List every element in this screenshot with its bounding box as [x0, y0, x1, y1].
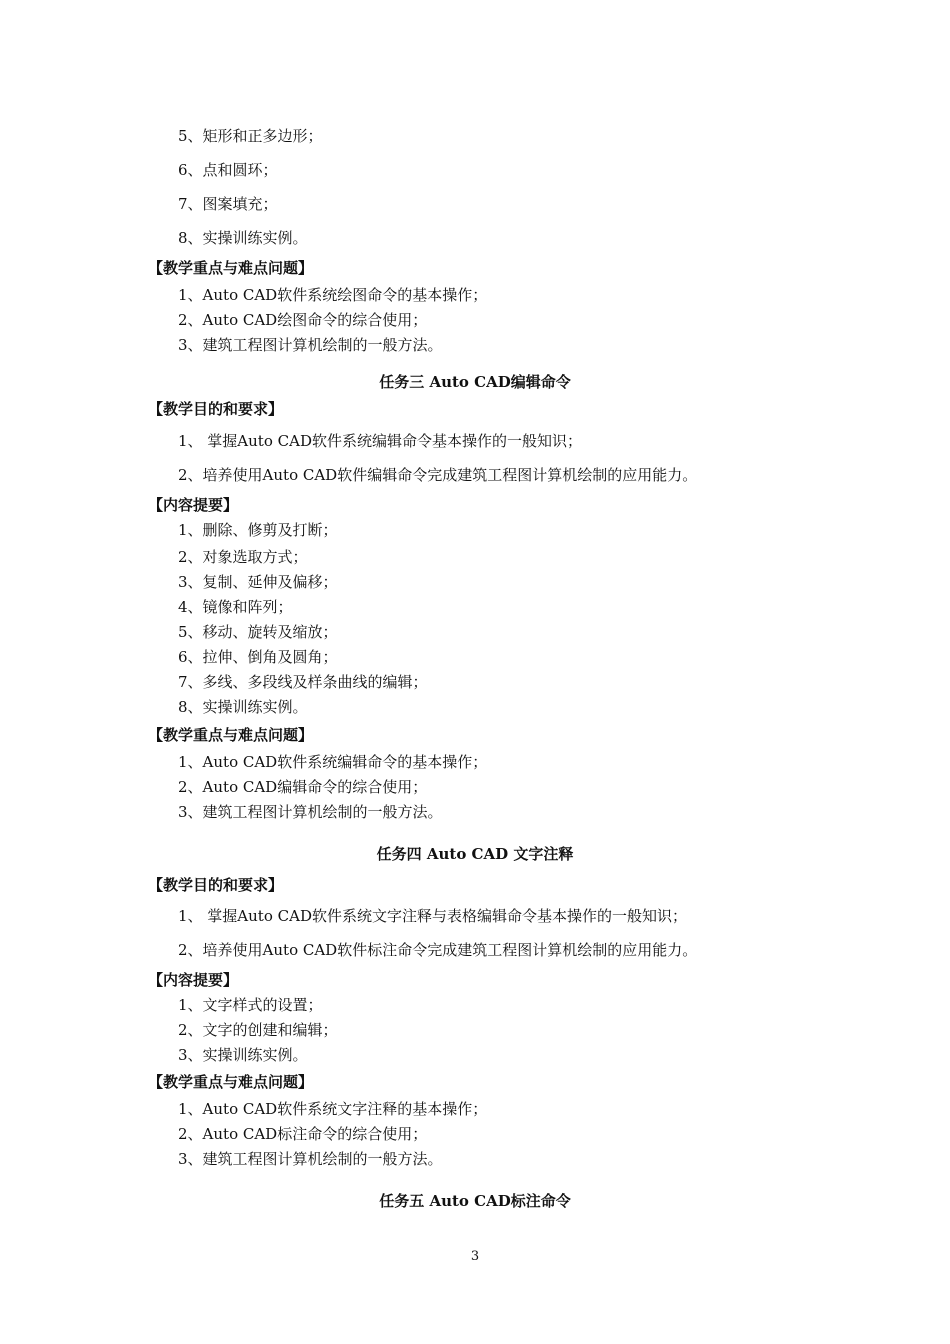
- list-item: 6、点和圆环；: [178, 161, 278, 179]
- section-heading: 【教学目的和要求】: [148, 400, 284, 418]
- section-heading: 【教学目的和要求】: [148, 876, 284, 894]
- list-item: 1、Auto CAD软件系统绘图命令的基本操作；: [178, 286, 488, 304]
- list-item: 3、建筑工程图计算机绘制的一般方法。: [178, 336, 443, 354]
- list-item: 1、文字样式的设置；: [178, 996, 323, 1014]
- section-heading: 【教学重点与难点问题】: [148, 259, 314, 277]
- list-item: 1、 掌握Auto CAD软件系统文字注释与表格编辑命令基本操作的一般知识；: [178, 907, 687, 925]
- list-item: 2、Auto CAD绘图命令的综合使用；: [178, 311, 428, 329]
- list-item: 1、Auto CAD软件系统编辑命令的基本操作；: [178, 753, 488, 771]
- list-item: 2、Auto CAD编辑命令的综合使用；: [178, 778, 428, 796]
- list-item: 1、Auto CAD软件系统文字注释的基本操作；: [178, 1100, 488, 1118]
- section-heading: 【教学重点与难点问题】: [148, 1073, 314, 1091]
- list-item: 8、实操训练实例。: [178, 229, 308, 247]
- list-item: 5、移动、旋转及缩放；: [178, 623, 338, 641]
- section-heading: 【内容提要】: [148, 496, 239, 514]
- list-item: 1、删除、修剪及打断；: [178, 521, 338, 539]
- list-item: 8、实操训练实例。: [178, 698, 308, 716]
- list-item: 7、多线、多段线及样条曲线的编辑；: [178, 673, 428, 691]
- list-item: 6、拉伸、倒角及圆角；: [178, 648, 338, 666]
- list-item: 2、培养使用Auto CAD软件编辑命令完成建筑工程图计算机绘制的应用能力。: [178, 466, 698, 484]
- list-item: 3、建筑工程图计算机绘制的一般方法。: [178, 803, 443, 821]
- list-item: 3、建筑工程图计算机绘制的一般方法。: [178, 1150, 443, 1168]
- section-heading: 【内容提要】: [148, 971, 239, 989]
- section-heading: 【教学重点与难点问题】: [148, 726, 314, 744]
- task-title: 任务五 Auto CAD标注命令: [379, 1192, 571, 1210]
- list-item: 7、图案填充；: [178, 195, 278, 213]
- list-item: 1、 掌握Auto CAD软件系统编辑命令基本操作的一般知识；: [178, 432, 582, 450]
- list-item: 4、镜像和阵列；: [178, 598, 293, 616]
- list-item: 2、培养使用Auto CAD软件标注命令完成建筑工程图计算机绘制的应用能力。: [178, 941, 698, 959]
- list-item: 2、文字的创建和编辑；: [178, 1021, 338, 1039]
- list-item: 5、矩形和正多边形；: [178, 127, 323, 145]
- list-item: 2、对象选取方式；: [178, 548, 308, 566]
- task-title: 任务三 Auto CAD编辑命令: [379, 373, 571, 391]
- page-number: 3: [470, 1249, 480, 1264]
- list-item: 2、Auto CAD标注命令的综合使用；: [178, 1125, 428, 1143]
- list-item: 3、实操训练实例。: [178, 1046, 308, 1064]
- task-title: 任务四 Auto CAD 文字注释: [376, 845, 574, 863]
- list-item: 3、复制、延伸及偏移；: [178, 573, 338, 591]
